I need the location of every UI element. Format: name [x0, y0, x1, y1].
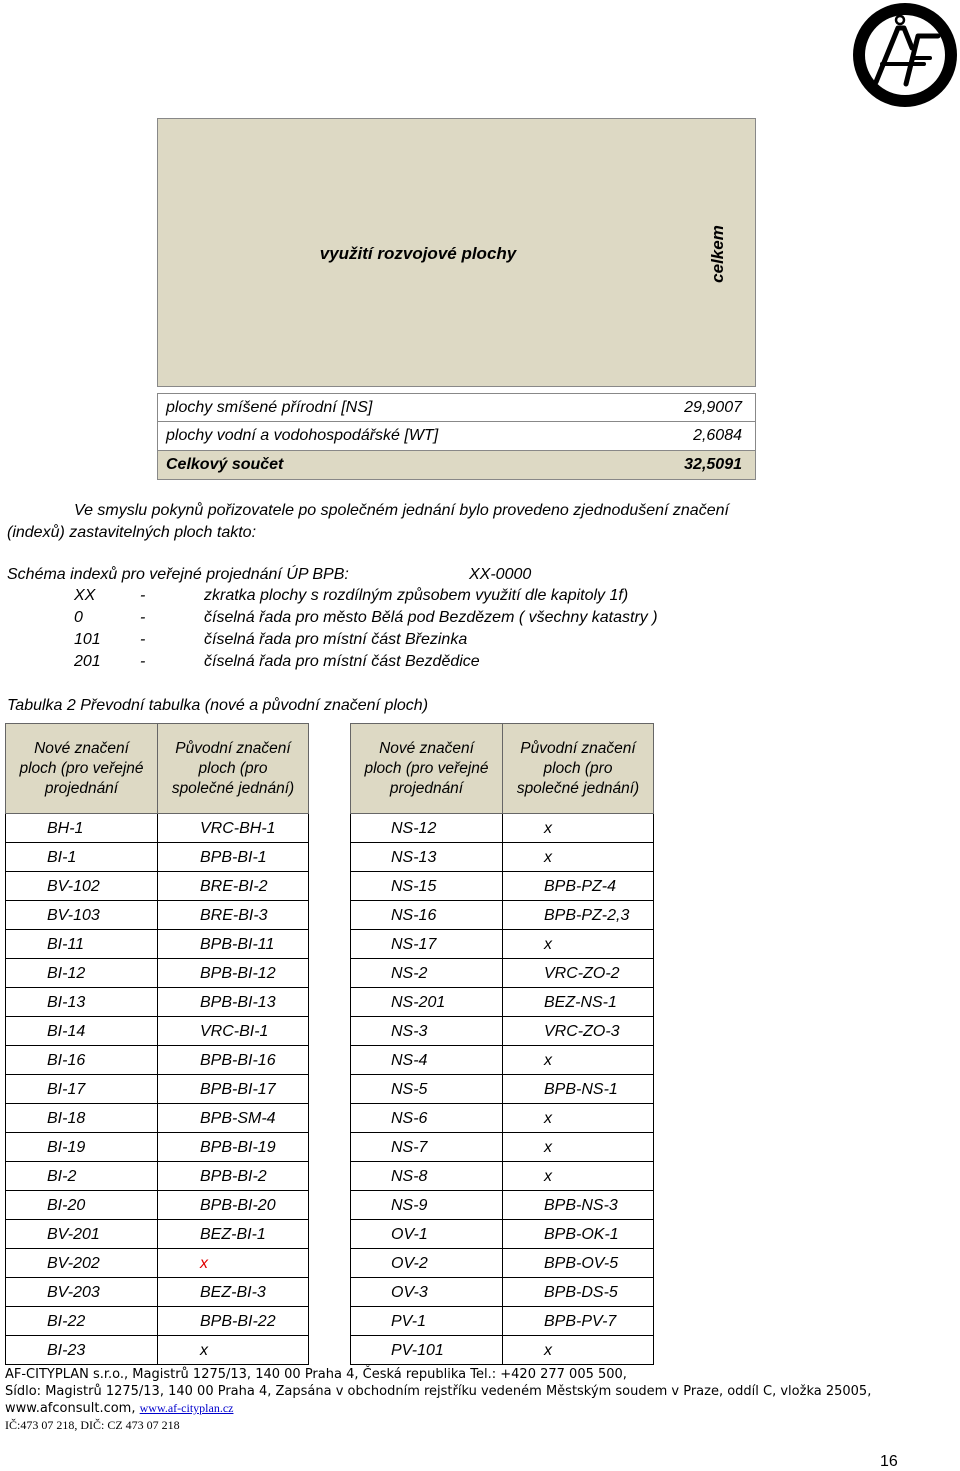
summary-header: [157, 118, 756, 387]
summary-row-value: 2,6084: [693, 427, 742, 444]
summary-total-row: [157, 451, 756, 480]
header-new-marking: [5, 723, 158, 814]
cell-new-marking: BH-1: [5, 814, 158, 843]
cell-new-marking: BI-14: [5, 1017, 158, 1046]
cell-new-marking: NS-16: [350, 901, 503, 930]
cell-new-marking: OV-1: [350, 1220, 503, 1249]
cell-original-marking: x: [503, 930, 654, 959]
cell-new-marking: BV-203: [5, 1278, 158, 1307]
cell-new-marking: NS-4: [350, 1046, 503, 1075]
cell-original-marking: BPB-NS-1: [503, 1075, 654, 1104]
summary-total-label: Celkový součet: [166, 456, 284, 473]
cell-original-marking: BEZ-BI-1: [158, 1220, 309, 1249]
cell-new-marking: BI-11: [5, 930, 158, 959]
table-row: [5, 1017, 654, 1046]
summary-row: [157, 422, 756, 451]
scheme-key: XX: [74, 587, 96, 604]
cell-new-marking: NS-201: [350, 988, 503, 1017]
header-original-marking: [503, 723, 654, 814]
header-new-marking: [350, 723, 503, 814]
cell-new-marking: BI-19: [5, 1133, 158, 1162]
cell-original-marking: BPB-PZ-2,3: [503, 901, 654, 930]
cell-new-marking: OV-2: [350, 1249, 503, 1278]
table-row: [5, 930, 654, 959]
cell-new-marking: BV-102: [5, 872, 158, 901]
summary-row-label: plochy smíšené přírodní [NS]: [166, 399, 373, 416]
cell-original-marking: BPB-BI-16: [158, 1046, 309, 1075]
cell-new-marking: BI-1: [5, 843, 158, 872]
cell-original-marking: x: [503, 1133, 654, 1162]
footer-web-afconsult: www.afconsult.com,: [5, 1401, 136, 1416]
cell-original-marking: BPB-BI-17: [158, 1075, 309, 1104]
table-row: [5, 1162, 654, 1191]
summary-row-label: plochy vodní a vodohospodářské [WT]: [166, 427, 439, 444]
cell-original-marking: BRE-BI-2: [158, 872, 309, 901]
cell-new-marking: BI-17: [5, 1075, 158, 1104]
header-line: ploch (pro veřejné: [364, 759, 489, 777]
cell-original-marking: BEZ-BI-3: [158, 1278, 309, 1307]
summary-row: [157, 393, 756, 422]
summary-row-value: 29,9007: [684, 399, 742, 416]
table-row: [5, 988, 654, 1017]
cell-new-marking: NS-13: [350, 843, 503, 872]
summary-total-value: 32,5091: [684, 456, 742, 473]
cell-new-marking: NS-5: [350, 1075, 503, 1104]
cell-original-marking: BPB-BI-11: [158, 930, 309, 959]
cell-original-marking: VRC-ZO-2: [503, 959, 654, 988]
header-line: projednání: [389, 779, 464, 797]
cell-original-marking: BPB-PV-7: [503, 1307, 654, 1336]
cell-new-marking: NS-2: [350, 959, 503, 988]
header-line: společné jednání): [171, 779, 295, 797]
scheme-key: 201: [74, 653, 101, 670]
table-row: [5, 959, 654, 988]
header-line: ploch (pro: [198, 759, 268, 777]
cell-original-marking: x: [503, 843, 654, 872]
cell-new-marking: NS-12: [350, 814, 503, 843]
cell-original-marking: x: [503, 814, 654, 843]
cell-original-marking: BPB-SM-4: [158, 1104, 309, 1133]
header-line: Nové značení: [34, 739, 129, 757]
cell-original-marking: BPB-BI-2: [158, 1162, 309, 1191]
scheme-dash: -: [140, 631, 146, 648]
cell-new-marking: NS-9: [350, 1191, 503, 1220]
scheme-pattern: XX-0000: [469, 566, 532, 583]
cell-original-marking: VRC-BI-1: [158, 1017, 309, 1046]
table-row: [5, 1220, 654, 1249]
cell-original-marking: BPB-PZ-4: [503, 872, 654, 901]
table-row: [5, 1307, 654, 1336]
cell-original-marking: BPB-OK-1: [503, 1220, 654, 1249]
cell-original-marking: BPB-BI-13: [158, 988, 309, 1017]
cell-original-marking: x: [503, 1104, 654, 1133]
table-row: [5, 814, 654, 843]
cell-original-marking: BPB-BI-20: [158, 1191, 309, 1220]
cell-new-marking: BI-18: [5, 1104, 158, 1133]
footer-web-link[interactable]: www.af-cityplan.cz: [139, 1401, 234, 1415]
cell-original-marking: x: [503, 1336, 654, 1365]
cell-original-marking: BRE-BI-3: [158, 901, 309, 930]
table-row: [5, 1278, 654, 1307]
cell-new-marking: NS-15: [350, 872, 503, 901]
cell-new-marking: PV-1: [350, 1307, 503, 1336]
summary-header-total: [678, 119, 757, 388]
af-logo: [852, 2, 958, 108]
table-row: [5, 1191, 654, 1220]
cell-original-marking: BEZ-NS-1: [503, 988, 654, 1017]
cell-new-marking: BI-16: [5, 1046, 158, 1075]
table-row: [5, 1133, 654, 1162]
cell-original-marking: BPB-OV-5: [503, 1249, 654, 1278]
summary-header-total-label: celkem: [707, 224, 727, 283]
cell-new-marking: BV-202: [5, 1249, 158, 1278]
cell-new-marking: NS-8: [350, 1162, 503, 1191]
scheme-desc: číselná řada pro místní část Březinka: [204, 631, 468, 648]
scheme-desc: zkratka plochy s rozdílným způsobem využití dle kapitoly 1f): [204, 587, 629, 604]
cell-new-marking: BI-20: [5, 1191, 158, 1220]
scheme-dash: -: [140, 609, 146, 626]
header-line: Nové značení: [379, 739, 474, 757]
table-row: [5, 1336, 654, 1365]
cell-new-marking: BI-23: [5, 1336, 158, 1365]
cell-original-marking: BPB-BI-1: [158, 843, 309, 872]
cell-new-marking: OV-3: [350, 1278, 503, 1307]
cell-new-marking: NS-3: [350, 1017, 503, 1046]
cell-new-marking: NS-17: [350, 930, 503, 959]
af-logo-icon: [852, 2, 958, 108]
table-caption: Tabulka 2 Převodní tabulka (nové a původní značení ploch): [7, 697, 429, 714]
cell-original-marking: x: [503, 1162, 654, 1191]
scheme-label: Schéma indexů pro veřejné projednání ÚP BPB:: [7, 566, 349, 583]
cell-original-marking: VRC-BH-1: [158, 814, 309, 843]
header-line: ploch (pro veřejné: [19, 759, 144, 777]
header-line: ploch (pro: [543, 759, 613, 777]
cell-new-marking: BI-2: [5, 1162, 158, 1191]
cell-new-marking: PV-101: [350, 1336, 503, 1365]
conversion-table-header: [5, 723, 654, 814]
paragraph-line-1: Ve smyslu pokynů pořizovatele po společném jednání bylo provedeno zjednodušení značení: [74, 502, 729, 519]
cell-original-marking: VRC-ZO-3: [503, 1017, 654, 1046]
table-row: [5, 1046, 654, 1075]
table-row: [5, 872, 654, 901]
cell-original-marking: BPB-NS-3: [503, 1191, 654, 1220]
cell-new-marking: BV-201: [5, 1220, 158, 1249]
table-row: [5, 1075, 654, 1104]
cell-original-marking: BPB-BI-12: [158, 959, 309, 988]
cell-original-marking: x: [158, 1249, 309, 1278]
header-line: Původní značení: [520, 739, 636, 757]
scheme-desc: číselná řada pro město Bělá pod Bezdězem ( všechny katastry ): [204, 609, 658, 626]
table-row: [5, 843, 654, 872]
cell-original-marking: BPB-DS-5: [503, 1278, 654, 1307]
cell-original-marking: x: [503, 1046, 654, 1075]
table-row: [5, 1249, 654, 1278]
paragraph-line-2: (indexů) zastavitelných ploch takto:: [7, 524, 257, 541]
scheme-key: 0: [74, 609, 83, 626]
table-row: [5, 1104, 654, 1133]
cell-new-marking: NS-7: [350, 1133, 503, 1162]
summary-header-main: využití rozvojové plochy: [319, 243, 517, 263]
cell-original-marking: BPB-BI-22: [158, 1307, 309, 1336]
cell-new-marking: NS-6: [350, 1104, 503, 1133]
cell-new-marking: BI-13: [5, 988, 158, 1017]
cell-new-marking: BI-22: [5, 1307, 158, 1336]
header-original-marking: [158, 723, 309, 814]
cell-new-marking: BI-12: [5, 959, 158, 988]
header-line: společné jednání): [516, 779, 640, 797]
cell-original-marking: BPB-BI-19: [158, 1133, 309, 1162]
footer-web-line: [5, 1400, 233, 1417]
cell-original-marking: x: [158, 1336, 309, 1365]
summary-table: [157, 118, 756, 478]
scheme-key: 101: [74, 631, 101, 648]
header-line: Původní značení: [175, 739, 291, 757]
table-row: [5, 901, 654, 930]
cell-new-marking: BV-103: [5, 901, 158, 930]
page-number: 16: [880, 1453, 898, 1470]
scheme-desc: číselná řada pro místní část Bezdědice: [204, 653, 480, 670]
header-line: projednání: [44, 779, 119, 797]
scheme-dash: -: [140, 587, 146, 604]
footer-seat-line: Sídlo: Magistrů 1275/13, 140 00 Praha 4, Zapsána v obchodním rejstříku vedeném Městským soudem v Praze, oddíl C, vložka 25005,: [5, 1384, 872, 1399]
scheme-dash: -: [140, 653, 146, 670]
footer-ids-line: IČ:473 07 218, DIČ: CZ 473 07 218: [5, 1418, 180, 1432]
footer-company-line: AF-CITYPLAN s.r.o., Magistrů 1275/13, 140 00 Praha 4, Česká republika Tel.: +420 277 005 500,: [5, 1367, 627, 1382]
